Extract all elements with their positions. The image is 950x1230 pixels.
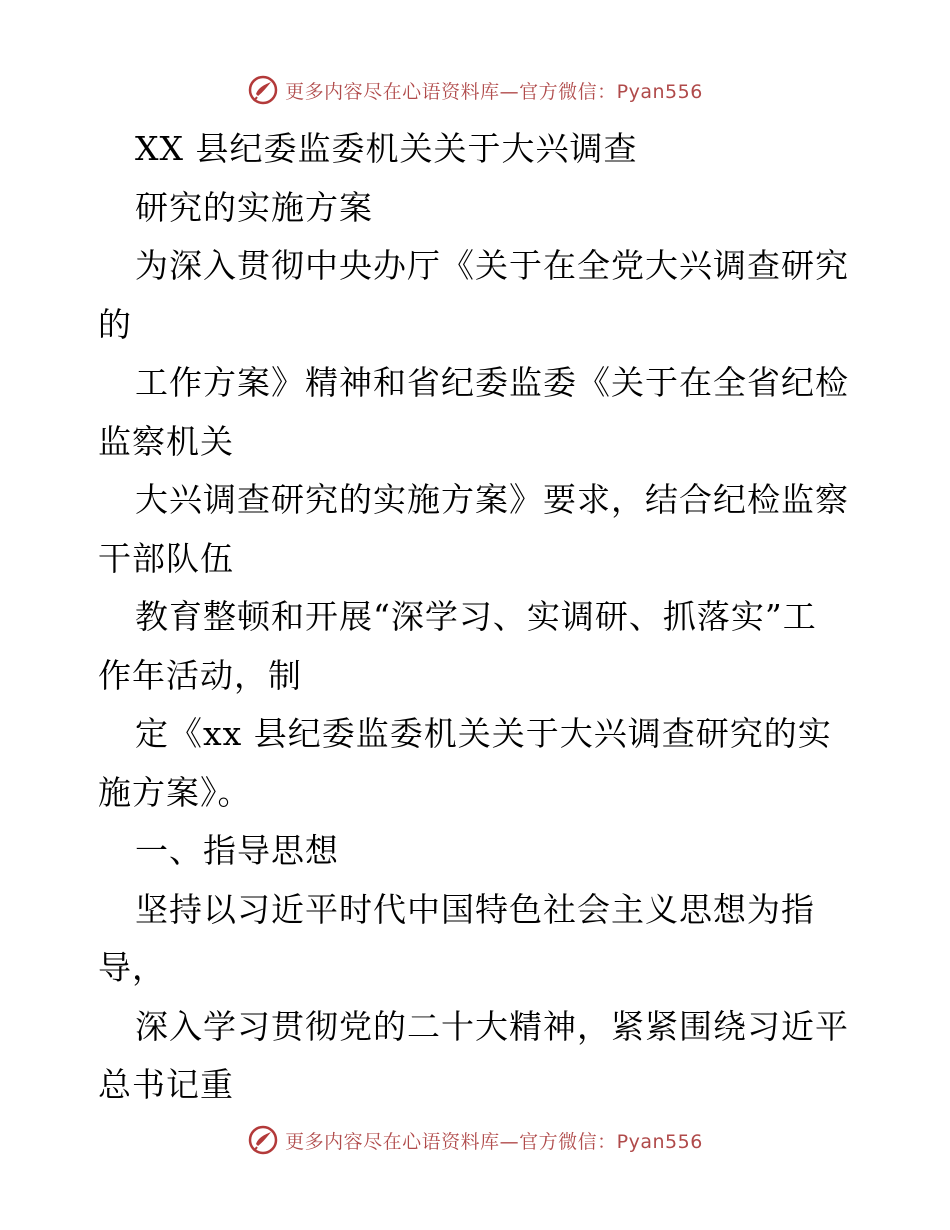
banner-text: 更多内容尽在心语资料库—官方微信：Pyan556 [285, 1130, 703, 1153]
doc-text-line: 坚持以习近平时代中国特色社会主义思想为指 [135, 889, 815, 929]
doc-text-line: 定《xx 县纪委监委机关关于大兴调查研究的实 [135, 714, 832, 753]
doc-title-line-2: 研究的实施方案 [135, 187, 373, 227]
brand-logo-icon [247, 74, 279, 106]
section-heading: 一、指导思想 [135, 831, 339, 870]
doc-text-line: 干部队伍 [98, 538, 234, 578]
banner-text: 更多内容尽在心语资料库—官方微信：Pyan556 [285, 80, 703, 103]
doc-text-line: 总书记重 [98, 1065, 234, 1104]
doc-text-line: 大兴调查研究的实施方案》要求，结合纪检监察 [135, 480, 849, 519]
doc-text-line: 施方案》。 [98, 772, 252, 812]
doc-text-line: 作年活动，制 [98, 655, 302, 695]
header-watermark-banner [0, 70, 950, 110]
doc-text-line: 为深入贯彻中央办厅《关于在全党大兴调查研究 [135, 246, 849, 285]
doc-text-line: 工作方案》精神和省纪委监委《关于在全省纪检 [135, 363, 849, 402]
footer-watermark-banner [0, 1120, 950, 1160]
doc-text-line: 监察机关 [98, 421, 234, 461]
doc-text-line: 导， [98, 948, 166, 987]
document-body [98, 120, 858, 1115]
doc-text-line: 深入学习贯彻党的二十大精神，紧紧围绕习近平 [135, 1006, 849, 1046]
doc-text-line: 的 [98, 304, 132, 344]
brand-logo-icon [247, 1124, 279, 1156]
doc-title-line-1: XX 县纪委监委机关关于大兴调查 [135, 129, 638, 168]
doc-text-line: 教育整顿和开展“深学习、实调研、抓落实”工 [135, 597, 817, 636]
